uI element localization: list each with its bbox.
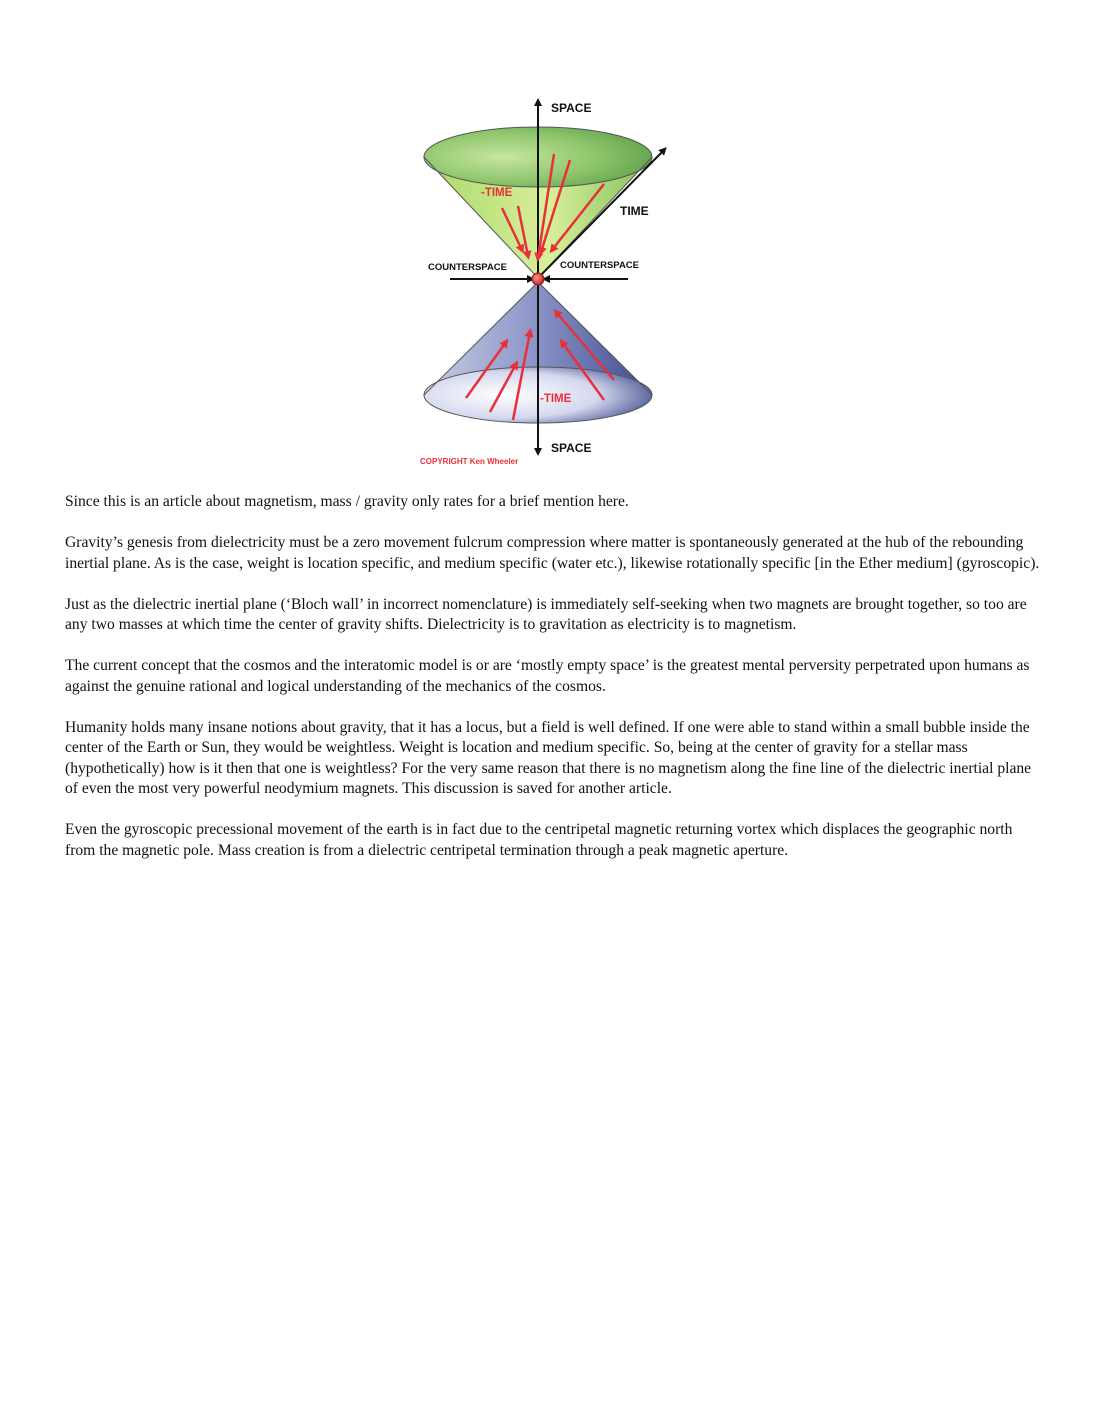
label-space-top: SPACE [551, 101, 592, 115]
label-neg-time-bottom: -TIME [540, 393, 572, 405]
label-counterspace-right: COUNTERSPACE [560, 260, 639, 271]
paragraph-1: Since this is an article about magnetism, mass / gravity only rates for a brief mention here. [65, 493, 629, 510]
label-time: TIME [620, 204, 649, 218]
origin-point [532, 273, 544, 285]
paragraph-3: Just as the dielectric inertial plane (‘Bloch wall’ in incorrect nomenclature) is immediately self-seeking when two magnets are brought together, so too are any two masses at which time the center of gravity shifts. Dielectricity is to gravitation as electricity is to magnetism. [65, 595, 1027, 633]
label-counterspace-left: COUNTERSPACE [428, 262, 507, 273]
paragraph-4: The current concept that the cosmos and the interatomic model is or are ‘mostly empty space’ is the greatest mental perversity perpetrated upon humans as against the genuine rational and logical understanding of the mechanics of the cosmos. [65, 657, 1030, 695]
article-body [65, 492, 1040, 882]
light-cone-figure [418, 80, 680, 472]
label-neg-time-top: -TIME [481, 187, 513, 199]
light-cone-diagram [418, 80, 680, 472]
label-space-bottom: SPACE [551, 441, 592, 455]
paragraph-2: Gravity’s genesis from dielectricity must be a zero movement fulcrum compression where matter is spontaneously generated at the hub of the rebounding inertial plane. As is the case, weight is location specific, and medium specific (water etc.), likewise rotationally specific [in the Ether medium] (gyroscopic). [65, 534, 1040, 572]
paragraph-6: Even the gyroscopic precessional movement of the earth is in fact due to the centripetal magnetic returning vortex which displaces the geographic north from the magnetic pole. Mass creation is from a dielectric centripetal termination through a peak magnetic aperture. [65, 821, 1013, 859]
label-copyright: COPYRIGHT Ken Wheeler [420, 457, 519, 466]
paragraph-5: Humanity holds many insane notions about gravity, that it has a locus, but a field is well defined. If one were able to stand within a small bubble inside the center of the Earth or Sun, they would be weightless. Weight is location and medium specific. So, being at the center of gravity for a stellar mass (hypothetically) how is it then that one is weightless? For the very same reason that there is no magnetism along the fine line of the dielectric inertial plane of even the most very powerful neodymium magnets. This discussion is saved for another article. [65, 718, 1032, 797]
